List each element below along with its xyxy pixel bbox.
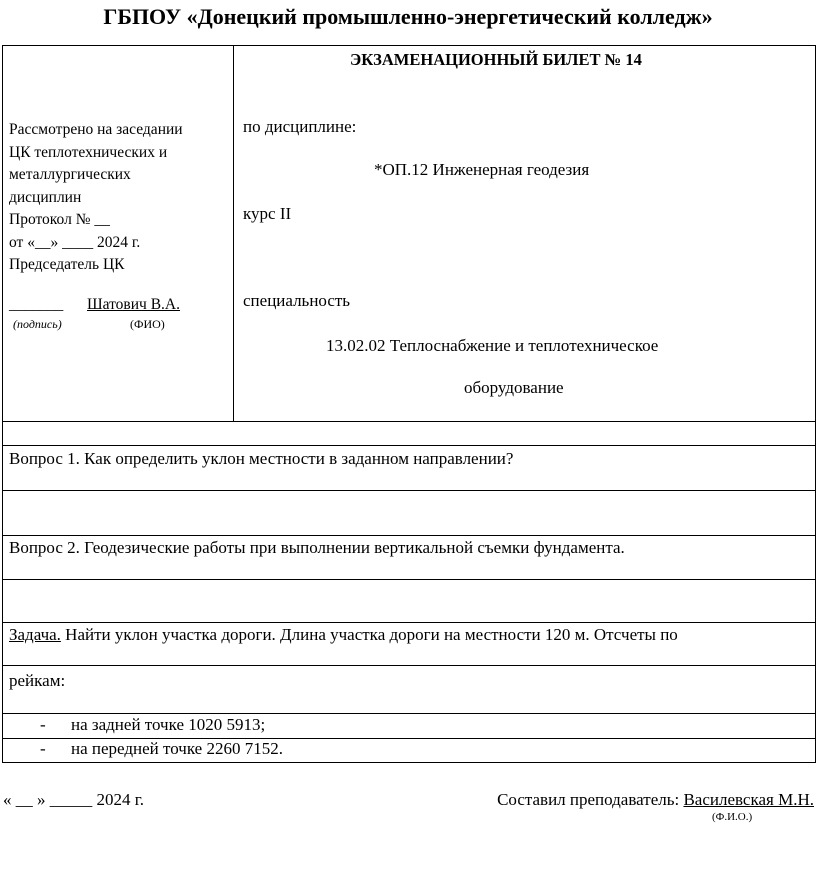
signature-caption: (подпись) bbox=[13, 317, 62, 331]
fio-caption: (ФИО) bbox=[130, 317, 165, 331]
course-label: курс II bbox=[243, 204, 292, 223]
approval-line: металлургических bbox=[9, 166, 131, 183]
task-item-2: на передней точке 2260 7152. bbox=[71, 739, 283, 758]
table-border-top bbox=[2, 45, 816, 46]
approval-line: Рассмотрено на заседании bbox=[9, 121, 183, 138]
table-row-divider bbox=[2, 622, 816, 623]
task-line-2: рейкам: bbox=[9, 671, 66, 690]
specialty-line-2: оборудование bbox=[464, 378, 564, 397]
approval-line: Председатель ЦК bbox=[9, 256, 125, 273]
table-row-divider bbox=[2, 579, 816, 580]
compiled-label: Составил преподаватель: bbox=[497, 790, 684, 809]
table-row-divider bbox=[2, 713, 816, 714]
table-border-left bbox=[2, 45, 3, 763]
discipline-label: по дисциплине: bbox=[243, 117, 357, 136]
table-row-divider bbox=[2, 490, 816, 491]
question-2: Вопрос 2. Геодезические работы при выполнении вертикальной съемки фундамента. bbox=[9, 538, 625, 557]
table-column-divider bbox=[233, 45, 234, 422]
question-1: Вопрос 1. Как определить уклон местности в заданном направлении? bbox=[9, 449, 514, 468]
specialty-label: специальность bbox=[243, 291, 351, 310]
table-row-divider bbox=[2, 445, 816, 446]
approval-line: ЦК теплотехнических и bbox=[9, 143, 168, 161]
signature-blank: _______ bbox=[9, 296, 64, 313]
chair-name: Шатович В.А. bbox=[87, 296, 180, 313]
teacher-name: Василевская М.Н. bbox=[683, 790, 814, 809]
table-row-divider bbox=[2, 665, 816, 666]
ticket-title: ЭКЗАМЕНАЦИОННЫЙ БИЛЕТ № 14 bbox=[350, 50, 642, 69]
college-title: ГБПОУ «Донецкий промышленно-энергетический колледж» bbox=[103, 4, 713, 29]
specialty-line-1: 13.02.02 Теплоснабжение и теплотехническое bbox=[326, 336, 659, 355]
table-border-bottom bbox=[2, 762, 816, 763]
footer-date: « __ » _____ 2024 г. bbox=[3, 790, 145, 809]
approval-line: дисциплин bbox=[9, 188, 82, 206]
approval-line: от «__» ____ 2024 г. bbox=[9, 233, 141, 251]
approval-line: Протокол № __ bbox=[9, 211, 110, 228]
task-item-dash: - bbox=[40, 715, 46, 734]
table-row-divider bbox=[2, 535, 816, 536]
footer-fio-caption: (Ф.И.О.) bbox=[712, 811, 753, 823]
compiled-by bbox=[497, 790, 814, 810]
table-row-divider bbox=[2, 421, 816, 422]
approval-block bbox=[9, 119, 183, 277]
task-item-1: на задней точке 1020 5913; bbox=[71, 715, 266, 734]
discipline-name: *ОП.12 Инженерная геодезия bbox=[374, 160, 590, 179]
task-label: Задача. bbox=[9, 625, 61, 644]
task-line-1 bbox=[9, 625, 678, 645]
task-text: Найти уклон участка дороги. Длина участка дороги на местности 120 м. Отсчеты по bbox=[60, 625, 678, 644]
task-item-dash: - bbox=[40, 739, 46, 758]
